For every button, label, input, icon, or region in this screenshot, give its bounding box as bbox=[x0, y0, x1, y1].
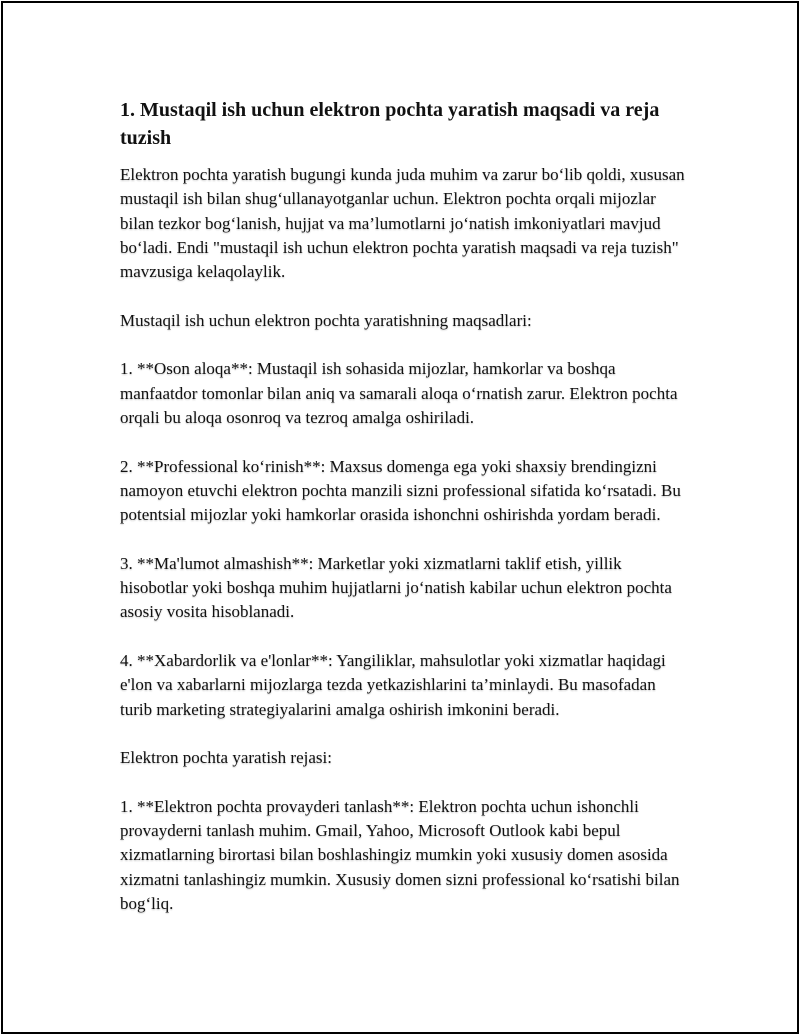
plan-item-1: 1. **Elektron pochta provayderi tanlash**: Elektron pochta uchun ishonchli provayderni tanlash muhim. Gmail, Yahoo, Microsoft Outlook kabi bepul xizmatlarning birortasi bilan boshlashingiz mumkin yoki xususiy domen asosida xizmatni tanlashingiz mumkin. Xususiy domen sizni professional ko‘rsatishi bilan bog‘liq. bbox=[120, 796, 680, 913]
goal-item-2: 2. **Professional ko‘rinish**: Maxsus domenga ega yoki shaxsiy brendingizni namoyon etuvchi elektron pochta manzili sizni professional sifatida ko‘rsatadi. Bu potentsial mijozlar yoki hamkorlar orasida ishonchni oshirishda yordam beradi. bbox=[120, 456, 681, 525]
goal-item-4: 4. **Xabardorlik va e'lonlar**: Yangiliklar, mahsulotlar yoki xizmatlar haqidagi e'lon va xabarlarni mijozlarga tezda yetkazishlarini ta’minlaydi. Bu masofadan turib marketing strategiyalarini amalga oshirish imkonini beradi. bbox=[120, 650, 666, 719]
document-title: 1. Mustaqil ish uchun elektron pochta yaratish maqsadi va reja tuzish bbox=[120, 99, 660, 149]
document-body bbox=[120, 96, 690, 941]
goal-item-1: 1. **Oson aloqa**: Mustaqil ish sohasida mijozlar, hamkorlar va boshqa manfaatdor tomonlar bilan aniq va samarali aloqa o‘rnatish zarur. Elektron pochta orqali bu aloqa osonroq va tezroq amalga oshiriladi. bbox=[120, 359, 678, 427]
plan-heading: Elektron pochta yaratish rejasi: bbox=[120, 748, 332, 768]
intro-paragraph: Elektron pochta yaratish bugungi kunda juda muhim va zarur bo‘lib qoldi, xususan mustaqil ish bilan shug‘ullanayotganlar uchun. Elektron pochta orqali mijozlar bilan tezkor bog‘lanish, hujjat va ma’lumotlarni jo‘natish imkoniyatlari mavjud bo‘ladi. Endi "mustaqil ish uchun elektron pochta yaratish maqsadi va reja tuzish" mavzusiga kelaqolaylik. bbox=[120, 165, 685, 282]
page-frame bbox=[1, 1, 799, 1034]
goal-item-3: 3. **Ma'lumot almashish**: Marketlar yoki xizmatlarni taklif etish, yillik hisobotlar yoki boshqa muhim hujjatlarni jo‘natish kabilar uchun elektron pochta asosiy vosita hisoblanadi. bbox=[120, 553, 672, 622]
goals-heading: Mustaqil ish uchun elektron pochta yaratishning maqsadlari: bbox=[120, 310, 532, 330]
